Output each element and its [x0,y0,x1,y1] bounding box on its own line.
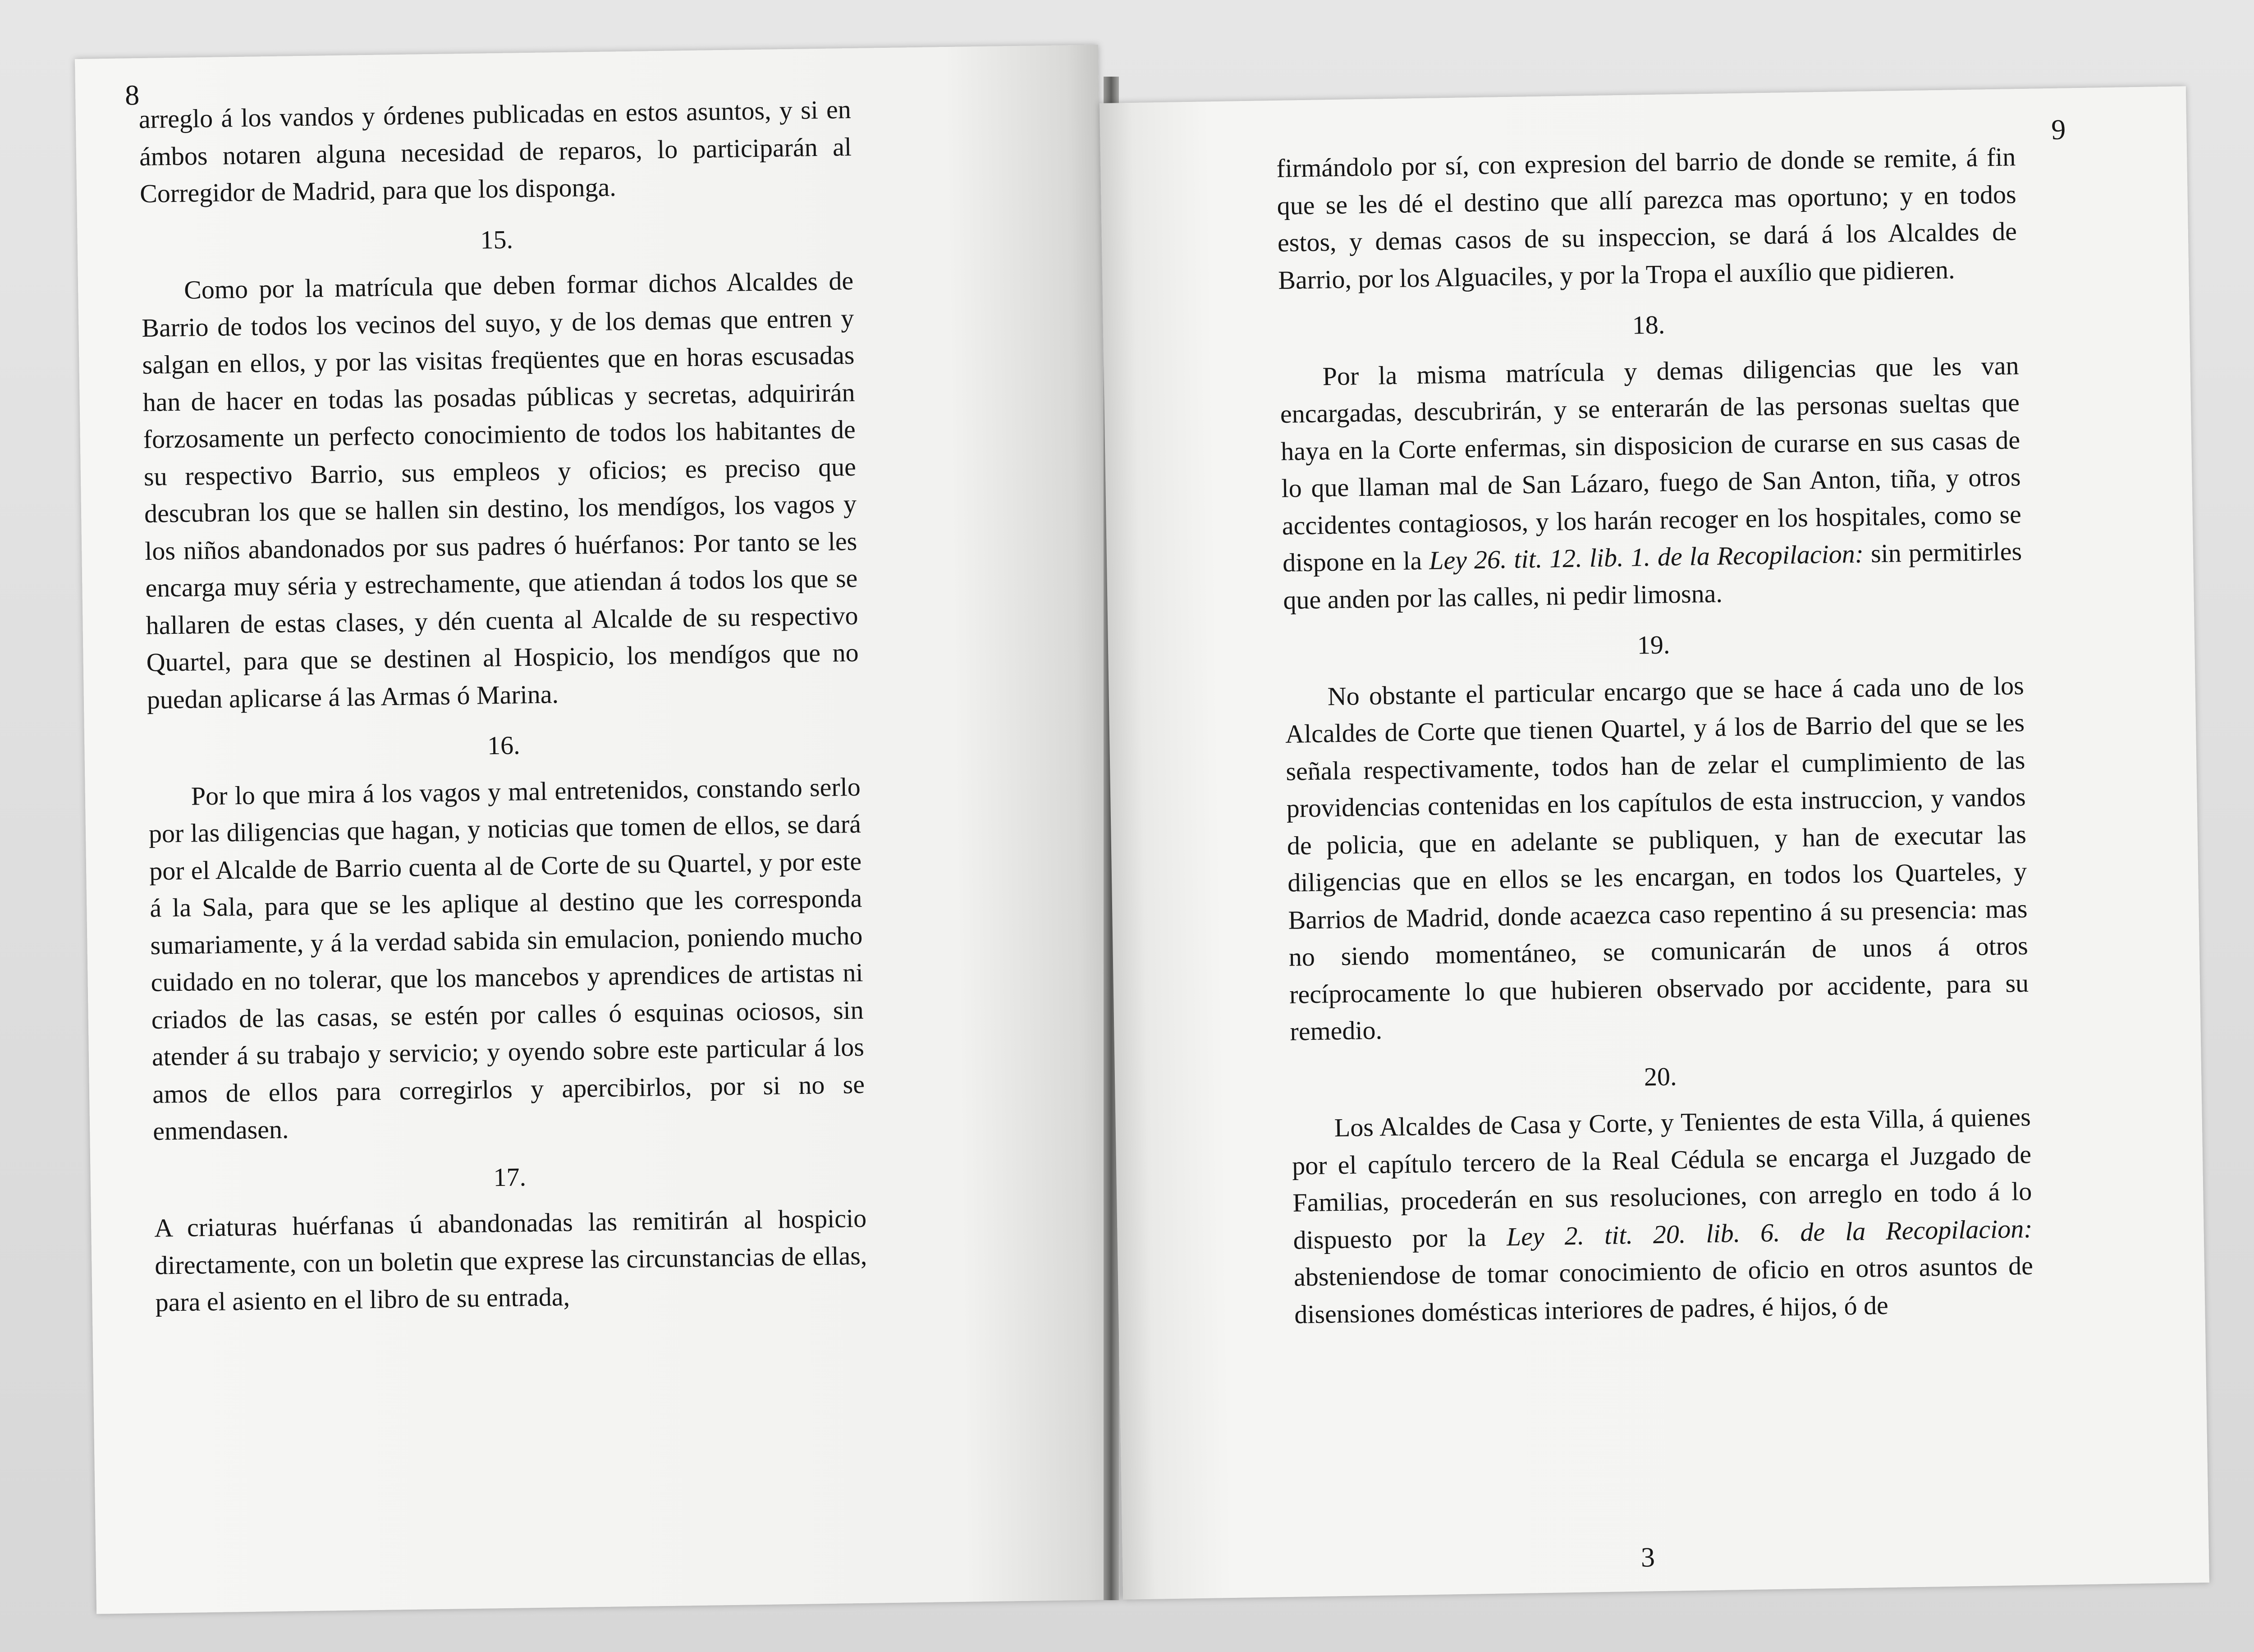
paragraph-19: No obstante el particular encargo que se hace á cada uno de los Alcaldes de Corte que tienen Quartel, y á los de Barrio del que se les señala respectivamente, todos han de zelar el cumplimiento de las providencias contenidas en los capítulos de esta instruccion, y vandos de policia, que en adelante se publiquen, y han de executar las diligencias que en ellos se les encargan, en todos los Quarteles, y Barrios de Madrid, donde acaezca caso repentino á su presencia: mas no siendo momentáneo, se comunicarán de unos á otros recíprocamente lo que hubieren observado por accidente, para su remedio. [1285,670,2029,1046]
paragraph-15: Como por la matrícula que deben formar dichos Alcaldes de Barrio de todos los vecinos del suyo, y de los demas que entren y salgan en ellos, y por las visitas freqüentes que en horas escusadas han de hacer en todas las posadas públicas y secretas, adquirirán forzosamente un perfecto conocimiento de todos los habitantes de su respectivo Barrio, sus empleos y oficios; es preciso que descubran los que se hallen sin destino, los mendígos, los vagos y los niños abandonados por sus padres ó huérfanos: Por tanto se les encarga muy séria y estrechamente, que atiendan á todos los que se hallaren de estas clases, y dén cuenta al Alcalde de su respectivo Quartel, para que se destinen al Hospicio, los mendígos que no puedan aplicarse á las Armas ó Marina. [141,265,859,714]
paragraph-14-continuation: arreglo á los vandos y órdenes publicadas en estos asuntos, y si en ámbos notaren alguna necesidad de reparos, lo participarán al Corregidor de Madrid, para que los disponga. [138,94,852,209]
paragraph-17: A criaturas huérfanas ú abandonadas las remitirán al hospicio directamente, con un boletin que exprese las circunstancias de ellas, para el asiento en el libro de su entrada, [154,1203,867,1317]
article-number-16: 16. [487,730,521,760]
article-number-20: 20. [1644,1061,1677,1091]
paragraph-20-tail: absteniendose de tomar conocimiento de oficio en otros asuntos de disensiones domésticas interiores de padres, é hijos, ó de [1293,1250,2034,1329]
left-folio: 8 [124,79,140,111]
paragraph-20 [1291,1098,2034,1333]
left-page-text [138,91,868,1321]
paragraph-16: Por lo que mira á los vagos y mal entretenidos, constando serlo por las diligencias que hagan, y noticias que tomen de ellos, se dará por el Alcalde de Barrio cuenta al de Corte de su Quartel, y por este á la Sala, para que se les aplique al destino que les corresponda sumariamente, y á la verdad sabida sin emulacion, poniendo mucho cuidado en no tolerar, que los mancebos y aprendices de artistas ni criados de las casas, se estén por calles ó esquinas ociosos, sin atender á su trabajo y servicio; y oyendo sobre este particular á los amos de ellos para corregirlos y apercibirlos, por si no se enmendasen. [148,772,865,1146]
right-page-text [1276,138,2034,1333]
right-folio: 9 [2051,113,2066,146]
paragraph-18-tail: sin permitirles que anden por las calles, ni pedir limosna. [1283,536,2022,615]
paragraph-18 [1279,347,2023,619]
left-page [75,45,1120,1614]
law-reference-18: Ley 26. tit. 12. lib. 1. de la Recopilacion: [1429,539,1864,575]
paragraph-17-continuation: firmándolo por sí, con expresion del barrio de donde se remite, á fin que se les dé el destino que allí parezca mas oportuno; y en todos estos, y demas casos de su inspeccion, se dará á los Alcaldes de Barrio, por los Alguaciles, y por la Tropa el auxílio que pidieren. [1276,142,2017,295]
paragraph-18-text: Por la misma matrícula y demas diligencias que les van encargadas, descubrirán, y se enterarán de las personas sueltas que haya en la Corte enfermas, sin disposicion de curarse en sus casas de lo que llaman mal de San Lázaro, fuego de San Anton, tiña, y otros accidentes contagiosos, y los harán recoger en los hospitales, como se dispone en la [1280,350,2022,577]
signature-mark: 3 [1640,1542,1655,1573]
article-number-18: 18. [1632,310,1665,340]
paragraph-20-text: Los Alcaldes de Casa y Corte, y Tenientes de esta Villa, á quienes por el capítulo tercero de la Real Cédula se encarga el Juzgado de Familias, procederán en sus resoluciones, con arreglo en todo á lo dispuesto por la [1292,1102,2032,1255]
law-reference-20: Ley 2. tit. 20. lib. 6. de la Recopilacion: [1506,1213,2033,1251]
article-number-19: 19. [1637,630,1670,660]
right-page [1100,86,2209,1599]
article-number-17: 17. [493,1162,527,1192]
article-number-15: 15. [480,224,513,254]
